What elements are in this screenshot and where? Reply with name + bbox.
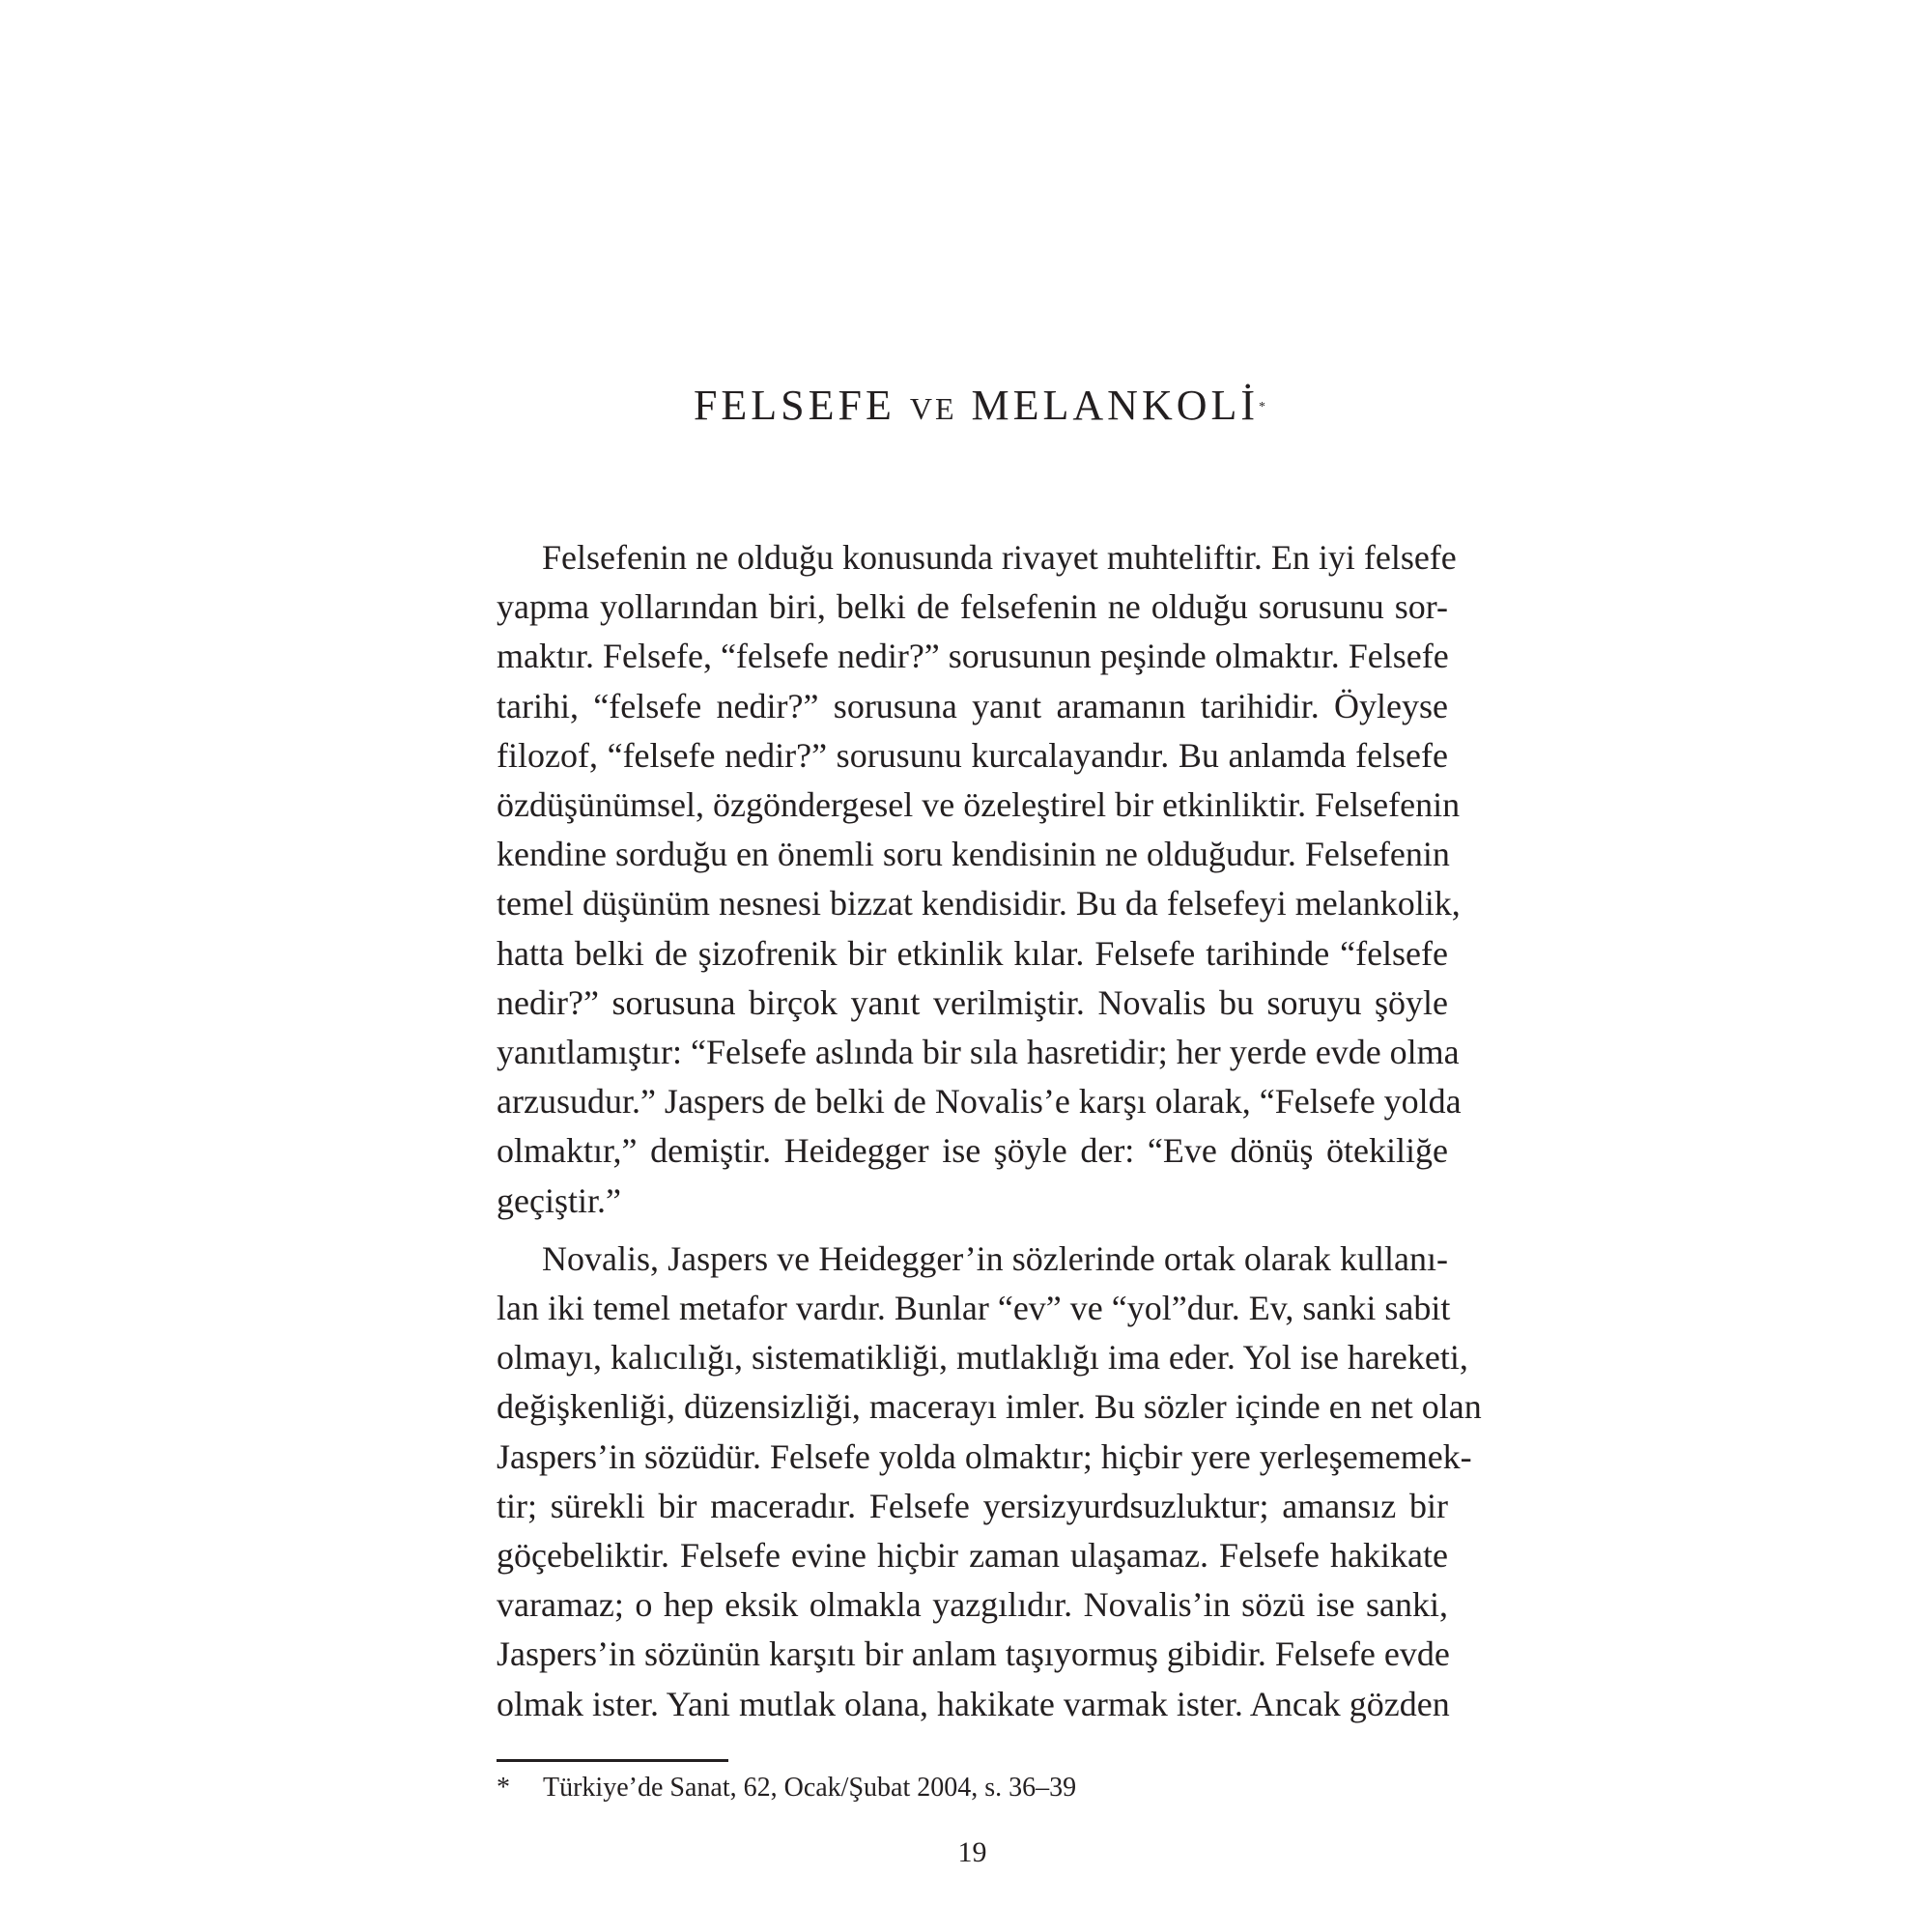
paragraph-line: geçiştir.” <box>497 1180 621 1220</box>
paragraph-line: Jaspers’in sözünün karşıtı bir anlam taşıyormuş gibidir. Felsefe evde <box>497 1634 1450 1674</box>
paragraph-1 <box>497 533 1462 1226</box>
footnote-divider <box>497 1759 728 1762</box>
paragraph-line: maktır. Felsefe, “felsefe nedir?” sorusunun peşinde olmaktır. Felsefe <box>497 637 1449 676</box>
paragraph-line: Jaspers’in sözüdür. Felsefe yolda olmaktır; hiçbir yere yerleşememek- <box>497 1436 1472 1476</box>
paragraph-line: Felsefenin ne olduğu konusunda rivayet muhteliftir. En iyi felsefe <box>542 538 1457 577</box>
paragraph-2 <box>497 1235 1482 1729</box>
page-number: 19 <box>957 1836 987 1868</box>
paragraph-line: yanıtlamıştır: “Felsefe aslında bir sıla hasretidir; her yerde evde olma <box>497 1033 1460 1072</box>
title-connector: VE <box>909 391 957 426</box>
paragraph-line: özdüşünümsel, özgöndergesel ve özeleştirel bir etkinliktir. Felsefenin <box>497 785 1461 825</box>
paragraph-line: hatta belki de şizofrenik bir etkinlik kılar. Felsefe tarihinde “felsefe <box>497 933 1448 973</box>
paragraph-line: Novalis, Jaspers ve Heidegger’in sözlerinde ortak olarak kullanı- <box>542 1238 1448 1278</box>
paragraph-line: tarihi, “felsefe nedir?” sorusuna yanıt aramanın tarihidir. Öyleyse <box>497 686 1448 725</box>
paragraph-line: yapma yollarından biri, belki de felsefenin ne olduğu sorusunu sor- <box>497 587 1448 627</box>
paragraph-line: varamaz; o hep eksik olmakla yazgılıdır. Novalis’in sözü ise sanki, <box>497 1585 1448 1625</box>
body-text <box>497 533 1482 1729</box>
paragraph-line: lan iki temel metafor vardır. Bunlar “ev” ve “yol”dur. Ev, sanki sabit <box>497 1289 1451 1328</box>
paragraph-line: nedir?” sorusuna birçok yanıt verilmiştir. Novalis bu soruyu şöyle <box>497 982 1448 1022</box>
footnote <box>497 1769 1076 1807</box>
paragraph-line: olmayı, kalıcılığı, sistematikliği, mutlaklığı ima eder. Yol ise hareketi, <box>497 1338 1468 1378</box>
paragraph-line: olmak ister. Yani mutlak olana, hakikate varmak ister. Ancak gözden <box>497 1684 1450 1723</box>
paragraph-line: filozof, “felsefe nedir?” sorusunu kurcalayandır. Bu anlamda felsefe <box>497 735 1448 775</box>
paragraph-line: olmaktır,” demiştir. Heidegger ise şöyle der: “Eve dönüş ötekiliğe <box>497 1131 1448 1171</box>
paragraph-line: göçebeliktir. Felsefe evine hiçbir zaman ulaşamaz. Felsefe hakikate <box>497 1536 1448 1576</box>
paragraph-line: kendine sorduğu en önemli soru kendisinin ne olduğudur. Felsefenin <box>497 835 1450 874</box>
title-word-melankoli: MELANKOLİ <box>971 382 1260 429</box>
paragraph-line: değişkenliği, düzensizliği, macerayı imler. Bu sözler içinde en net olan <box>497 1387 1482 1427</box>
footnote-text: Türkiye’de Sanat, 62, Ocak/Şubat 2004, s. 36–39 <box>543 1773 1077 1803</box>
paragraph-line: tir; sürekli bir maceradır. Felsefe yersizyurdsuzluktur; amansız bir <box>497 1486 1448 1525</box>
paragraph-line: temel düşünüm nesnesi bizzat kendisidir. Bu da felsefeyi melankolik, <box>497 884 1461 923</box>
footnote-marker: * <box>497 1773 510 1803</box>
title-word-felsefe: FELSEFE <box>693 382 895 429</box>
paragraph-line: arzusudur.” Jaspers de belki de Novalis’e karşı olarak, “Felsefe yolda <box>497 1082 1462 1122</box>
chapter-title <box>497 379 1463 436</box>
title-footnote-marker: * <box>1259 400 1266 414</box>
